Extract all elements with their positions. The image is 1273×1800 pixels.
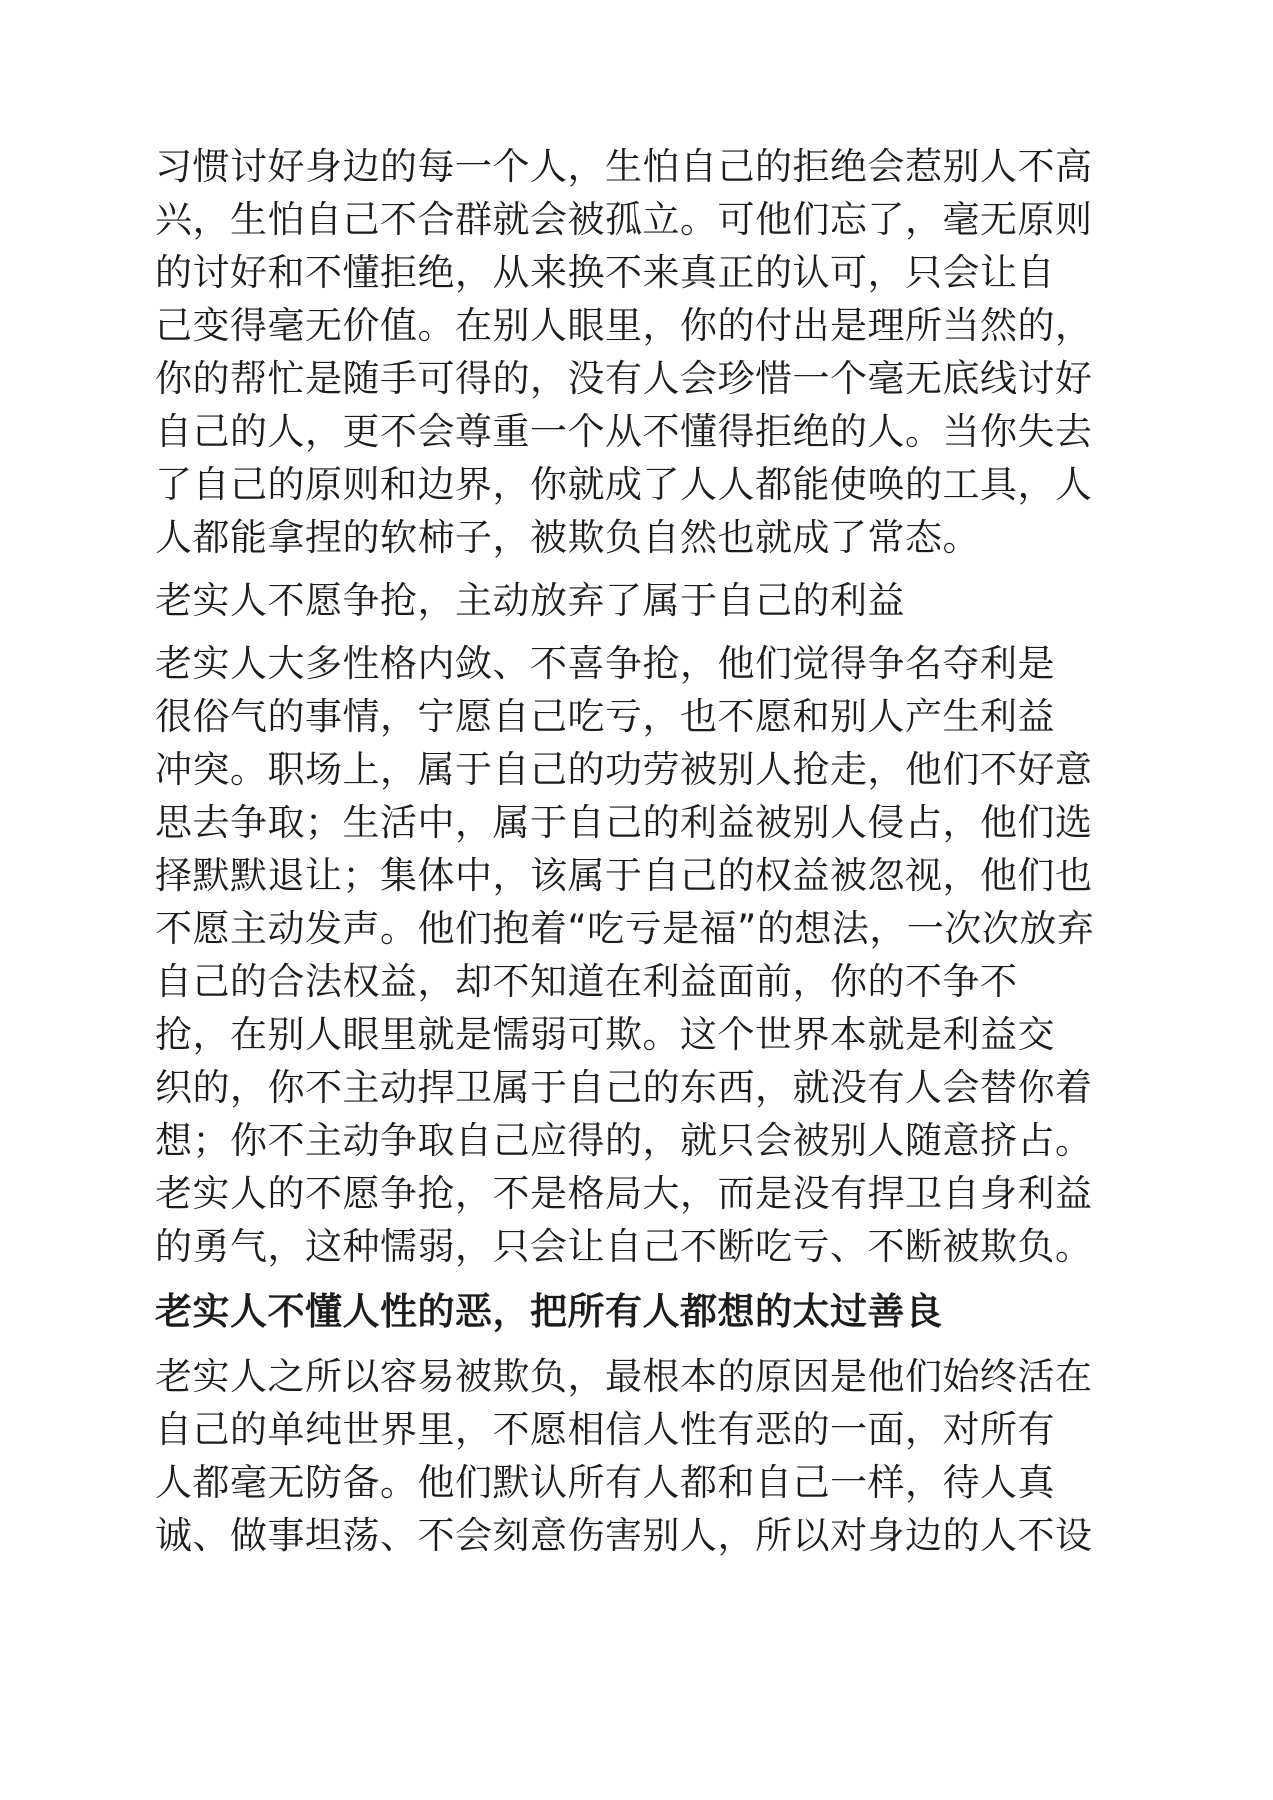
text-line: 择默默退让；集体中，该属于自己的权益被忽视，他们也 [155,854,1093,897]
text-line: 抢，在别人眼里就是懦弱可欺。这个世界本就是利益交 [155,1013,1055,1056]
text-line: 的勇气，这种懦弱，只会让自己不断吃亏、不断被欺负。 [155,1225,1093,1268]
section-heading: 老实人不愿争抢，主动放弃了属于自己的利益 [155,579,905,622]
text-line: 习惯讨好身边的每一个人，生怕自己的拒绝会惹别人不高 [155,145,1093,188]
text-line: 很俗气的事情，宁愿自己吃亏，也不愿和别人产生利益 [155,695,1055,738]
text-line: 想；你不主动争取自己应得的，就只会被别人随意挤占。 [155,1119,1093,1162]
paragraph-people-pleasing [155,140,1125,564]
text-line: 诚、做事坦荡、不会刻意伤害别人，所以对身边的人不设 [155,1514,1093,1557]
paragraph-not-competing [155,637,1125,1273]
text-line: 人都能拿捏的软柿子，被欺负自然也就成了常态。 [155,516,980,559]
text-line: 的讨好和不懂拒绝，从来换不来真正的认可，只会让自 [155,251,1055,294]
text-line: 老实人大多性格内敛、不喜争抢，他们觉得争名夺利是 [155,642,1055,685]
section-heading-human-nature [155,1285,1125,1338]
text-line: 自己的单纯世界里，不愿相信人性有恶的一面，对所有 [155,1408,1055,1451]
text-line: 自己的合法权益，却不知道在利益面前，你的不争不 [155,960,1018,1003]
text-line: 兴，生怕自己不合群就会被孤立。可他们忘了，毫无原则 [155,198,1093,241]
text-line: 老实人的不愿争抢，不是格局大，而是没有捍卫自身利益 [155,1172,1093,1215]
text-line: 己变得毫无价值。在别人眼里，你的付出是理所当然的， [155,304,1093,347]
text-line: 老实人之所以容易被欺负，最根本的原因是他们始终活在 [155,1355,1093,1398]
text-line: 织的，你不主动捍卫属于自己的东西，就没有人会替你着 [155,1066,1093,1109]
text-line: 思去争取；生活中，属于自己的利益被别人侵占，他们选 [155,801,1093,844]
text-line: 你的帮忙是随手可得的，没有人会珍惜一个毫无底线讨好 [155,357,1093,400]
section-heading-not-competing [155,574,1125,627]
section-heading: 老实人不懂人性的恶，把所有人都想的太过善良 [155,1290,943,1333]
text-line: 人都毫无防备。他们默认所有人都和自己一样，待人真 [155,1461,1055,1504]
paragraph-human-nature [155,1350,1125,1562]
text-line: 了自己的原则和边界，你就成了人人都能使唤的工具，人 [155,463,1093,506]
article-body [155,140,1125,1562]
text-line: 自己的人，更不会尊重一个从不懂得拒绝的人。当你失去 [155,410,1093,453]
text-line: 不愿主动发声。他们抱着“吃亏是福”的想法，一次次放弃 [155,907,1095,950]
text-line: 冲突。职场上，属于自己的功劳被别人抢走，他们不好意 [155,748,1093,791]
